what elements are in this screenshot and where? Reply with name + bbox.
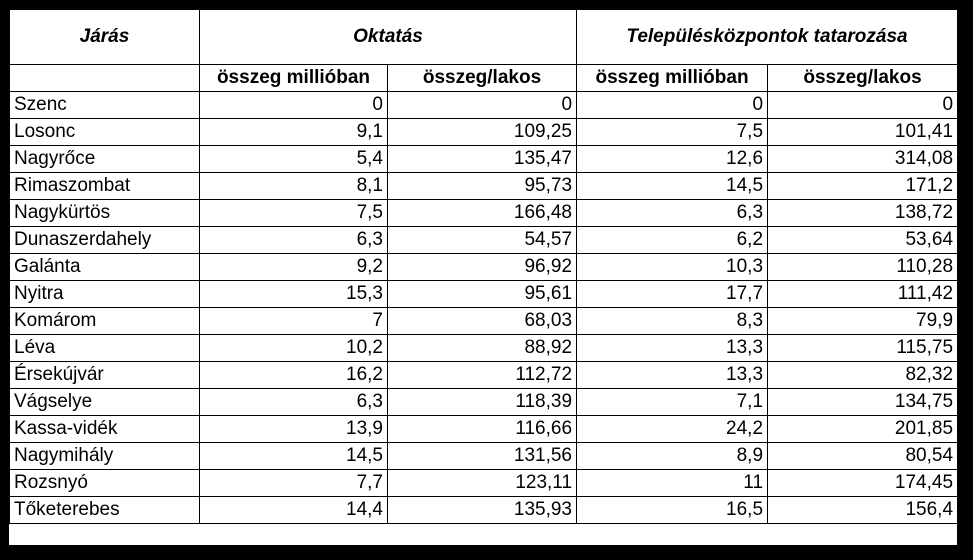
- cell-telepules-osszeg: 24,2: [577, 416, 768, 443]
- cell-oktatas-lakos: 116,66: [388, 416, 577, 443]
- cell-oktatas-lakos: 166,48: [388, 200, 577, 227]
- cell-telepules-osszeg: 8,3: [577, 308, 768, 335]
- cell-oktatas-osszeg: 7,5: [200, 200, 388, 227]
- cell-oktatas-lakos: 95,61: [388, 281, 577, 308]
- cell-jaras: Dunaszerdahely: [10, 227, 200, 254]
- cell-telepules-osszeg: 0: [577, 92, 768, 119]
- cell-oktatas-lakos: 88,92: [388, 335, 577, 362]
- cell-telepules-osszeg: 16,5: [577, 497, 768, 524]
- cell-telepules-osszeg: 11: [577, 470, 768, 497]
- table-row: [10, 173, 958, 200]
- table-row: [10, 92, 958, 119]
- cell-oktatas-lakos: 95,73: [388, 173, 577, 200]
- table-row: [10, 362, 958, 389]
- cell-telepules-osszeg: 8,9: [577, 443, 768, 470]
- subheader-oktatas-osszeg: összeg millióban: [200, 65, 388, 92]
- cell-telepules-lakos: 174,45: [768, 470, 958, 497]
- cell-jaras: Nagykürtös: [10, 200, 200, 227]
- cell-jaras: Rozsnyó: [10, 470, 200, 497]
- cell-oktatas-osszeg: 8,1: [200, 173, 388, 200]
- cell-telepules-osszeg: 6,3: [577, 200, 768, 227]
- cell-telepules-lakos: 79,9: [768, 308, 958, 335]
- cell-jaras: Kassa-vidék: [10, 416, 200, 443]
- cell-telepules-lakos: 82,32: [768, 362, 958, 389]
- cell-jaras: Komárom: [10, 308, 200, 335]
- cell-jaras: Rimaszombat: [10, 173, 200, 200]
- cell-jaras: Léva: [10, 335, 200, 362]
- cell-telepules-osszeg: 17,7: [577, 281, 768, 308]
- cell-oktatas-osszeg: 6,3: [200, 227, 388, 254]
- cell-oktatas-lakos: 135,93: [388, 497, 577, 524]
- cell-oktatas-lakos: 0: [388, 92, 577, 119]
- subheader-telepules-osszeg: összeg millióban: [577, 65, 768, 92]
- cell-oktatas-osszeg: 7: [200, 308, 388, 335]
- header-oktatas: Oktatás: [200, 10, 577, 65]
- subheader-oktatas-lakos: összeg/lakos: [388, 65, 577, 92]
- table-row: [10, 497, 958, 524]
- cell-telepules-lakos: 138,72: [768, 200, 958, 227]
- cell-oktatas-osszeg: 14,5: [200, 443, 388, 470]
- cell-oktatas-osszeg: 9,2: [200, 254, 388, 281]
- cell-oktatas-lakos: 96,92: [388, 254, 577, 281]
- cell-oktatas-lakos: 118,39: [388, 389, 577, 416]
- cell-jaras: Érsekújvár: [10, 362, 200, 389]
- cell-oktatas-osszeg: 9,1: [200, 119, 388, 146]
- table-row: [10, 470, 958, 497]
- cell-oktatas-lakos: 68,03: [388, 308, 577, 335]
- cell-jaras: Szenc: [10, 92, 200, 119]
- cell-telepules-lakos: 0: [768, 92, 958, 119]
- cell-jaras: Nagyrőce: [10, 146, 200, 173]
- cell-oktatas-osszeg: 14,4: [200, 497, 388, 524]
- cell-telepules-lakos: 53,64: [768, 227, 958, 254]
- cell-oktatas-lakos: 123,11: [388, 470, 577, 497]
- cell-telepules-osszeg: 7,5: [577, 119, 768, 146]
- cell-oktatas-lakos: 109,25: [388, 119, 577, 146]
- cell-telepules-lakos: 171,2: [768, 173, 958, 200]
- table-row: [10, 281, 958, 308]
- cell-jaras: Nyitra: [10, 281, 200, 308]
- cell-telepules-osszeg: 13,3: [577, 362, 768, 389]
- cell-telepules-osszeg: 6,2: [577, 227, 768, 254]
- cell-telepules-osszeg: 14,5: [577, 173, 768, 200]
- cell-jaras: Nagymihály: [10, 443, 200, 470]
- subheader-telepules-lakos: összeg/lakos: [768, 65, 958, 92]
- cell-oktatas-osszeg: 6,3: [200, 389, 388, 416]
- table-row: [10, 443, 958, 470]
- subheader-empty: [10, 65, 200, 92]
- cell-oktatas-lakos: 135,47: [388, 146, 577, 173]
- table-row: [10, 254, 958, 281]
- cell-telepules-lakos: 80,54: [768, 443, 958, 470]
- cell-oktatas-osszeg: 13,9: [200, 416, 388, 443]
- cell-jaras: Losonc: [10, 119, 200, 146]
- cell-telepules-osszeg: 10,3: [577, 254, 768, 281]
- header-row-sub: [10, 65, 958, 92]
- cell-oktatas-lakos: 54,57: [388, 227, 577, 254]
- cell-oktatas-osszeg: 7,7: [200, 470, 388, 497]
- table-body: [10, 92, 958, 524]
- cell-oktatas-osszeg: 5,4: [200, 146, 388, 173]
- table-row: [10, 200, 958, 227]
- table-row: [10, 146, 958, 173]
- cell-oktatas-lakos: 112,72: [388, 362, 577, 389]
- cell-telepules-lakos: 156,4: [768, 497, 958, 524]
- header-telepuleskozpontok: Településközpontok tatarozása: [577, 10, 958, 65]
- cell-telepules-osszeg: 7,1: [577, 389, 768, 416]
- cell-telepules-osszeg: 13,3: [577, 335, 768, 362]
- data-table: [9, 9, 958, 524]
- cell-jaras: Tőketerebes: [10, 497, 200, 524]
- table-row: [10, 416, 958, 443]
- cell-oktatas-osszeg: 0: [200, 92, 388, 119]
- header-jaras: Járás: [10, 10, 200, 65]
- table-sheet: [9, 9, 957, 545]
- table-row: [10, 119, 958, 146]
- cell-telepules-lakos: 111,42: [768, 281, 958, 308]
- cell-telepules-lakos: 101,41: [768, 119, 958, 146]
- cell-telepules-lakos: 115,75: [768, 335, 958, 362]
- table-row: [10, 389, 958, 416]
- cell-jaras: Vágselye: [10, 389, 200, 416]
- cell-telepules-osszeg: 12,6: [577, 146, 768, 173]
- cell-telepules-lakos: 134,75: [768, 389, 958, 416]
- cell-telepules-lakos: 201,85: [768, 416, 958, 443]
- cell-telepules-lakos: 110,28: [768, 254, 958, 281]
- cell-telepules-lakos: 314,08: [768, 146, 958, 173]
- header-row-top: [10, 10, 958, 65]
- table-row: [10, 227, 958, 254]
- cell-oktatas-lakos: 131,56: [388, 443, 577, 470]
- table-row: [10, 308, 958, 335]
- cell-jaras: Galánta: [10, 254, 200, 281]
- cell-oktatas-osszeg: 16,2: [200, 362, 388, 389]
- table-row: [10, 335, 958, 362]
- cell-oktatas-osszeg: 15,3: [200, 281, 388, 308]
- cell-oktatas-osszeg: 10,2: [200, 335, 388, 362]
